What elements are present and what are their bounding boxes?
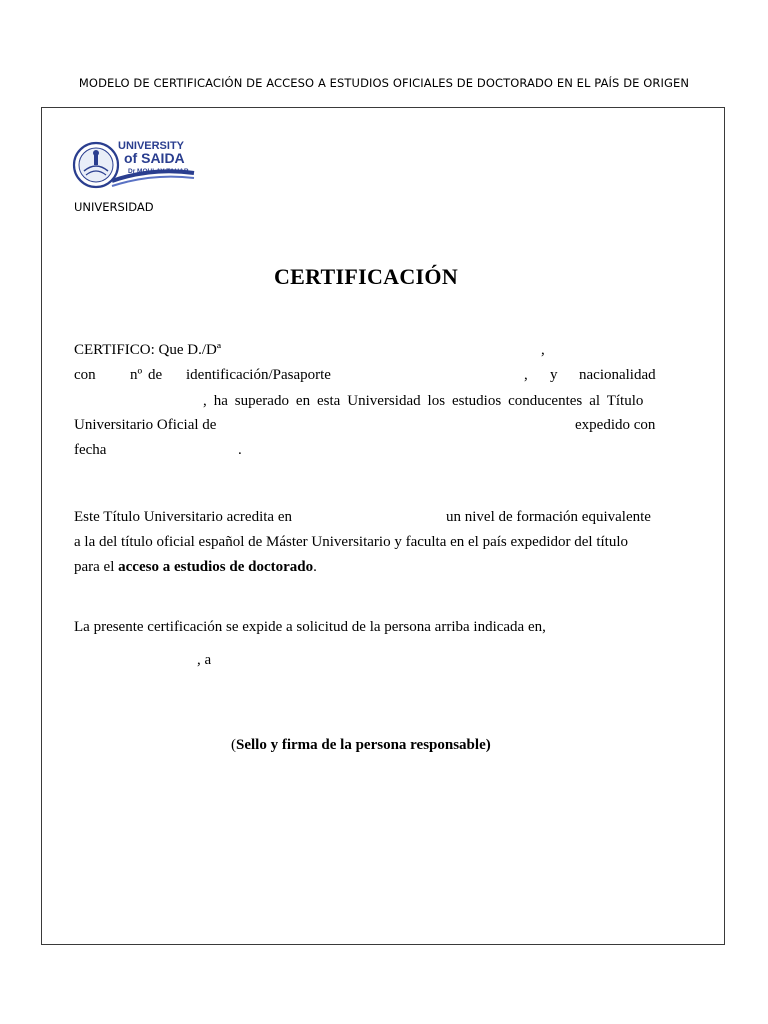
logo-text-moulay-tahar: Dr MOULAY TAHAR [128, 168, 189, 175]
numero-text: nº [130, 367, 143, 383]
ha-superado-text: , ha superado en esta Universidad los estudios conducentes al Título [203, 393, 644, 409]
nivel-formacion-text: un nivel de formación equivalente [446, 509, 651, 525]
fecha-period: . [238, 442, 242, 458]
para-el-text: para el [74, 559, 119, 575]
university-label: UNIVERSIDAD [74, 200, 154, 214]
university-logo [72, 137, 196, 193]
comma-after-name: , [541, 342, 545, 358]
comma-after-id: , [524, 367, 528, 383]
de-text: de [148, 367, 163, 383]
y-text: y [550, 367, 558, 383]
signature-text: Sello y firma de la persona responsable) [236, 737, 491, 753]
acredita-text: Este Título Universitario acredita en [74, 509, 292, 525]
document-header-title: MODELO DE CERTIFICACIÓN DE ACCESO A ESTUDIOS OFICIALES DE DOCTORADO EN EL PAÍS DE ORIGEN [78, 76, 690, 90]
con-text: con [74, 367, 96, 383]
identificacion-pasaporte-text: identificación/Pasaporte [186, 367, 331, 383]
presente-certificacion-text: La presente certificación se expide a solicitud de la persona arriba indicada en, [74, 619, 546, 635]
signature-open-paren: ( [231, 737, 236, 753]
logo-text-saida: of SAIDA [124, 150, 185, 166]
fecha-text: fecha [74, 442, 107, 458]
certifico-text: CERTIFICO: Que D./Dª [74, 342, 221, 358]
acceso-doctorado-bold: acceso a estudios de doctorado [118, 559, 314, 575]
lugar-fecha-text: , a [197, 652, 212, 668]
certificate-title: CERTIFICACIÓN [273, 264, 459, 289]
master-text: a la del título oficial español de Máster Universitario y faculta en el país expedidor del título [74, 534, 628, 550]
acceso-period: . [313, 559, 317, 575]
university-seal-icon [72, 137, 196, 193]
signature-line [231, 737, 491, 754]
certificate-frame [41, 107, 725, 945]
nacionalidad-text: nacionalidad [579, 367, 656, 383]
acceso-doctorado-line [74, 559, 317, 576]
expedido-con-text: expedido con [575, 417, 656, 433]
logo-text-university: UNIVERSITY [118, 140, 185, 152]
universitario-oficial-text: Universitario Oficial de [74, 417, 217, 433]
